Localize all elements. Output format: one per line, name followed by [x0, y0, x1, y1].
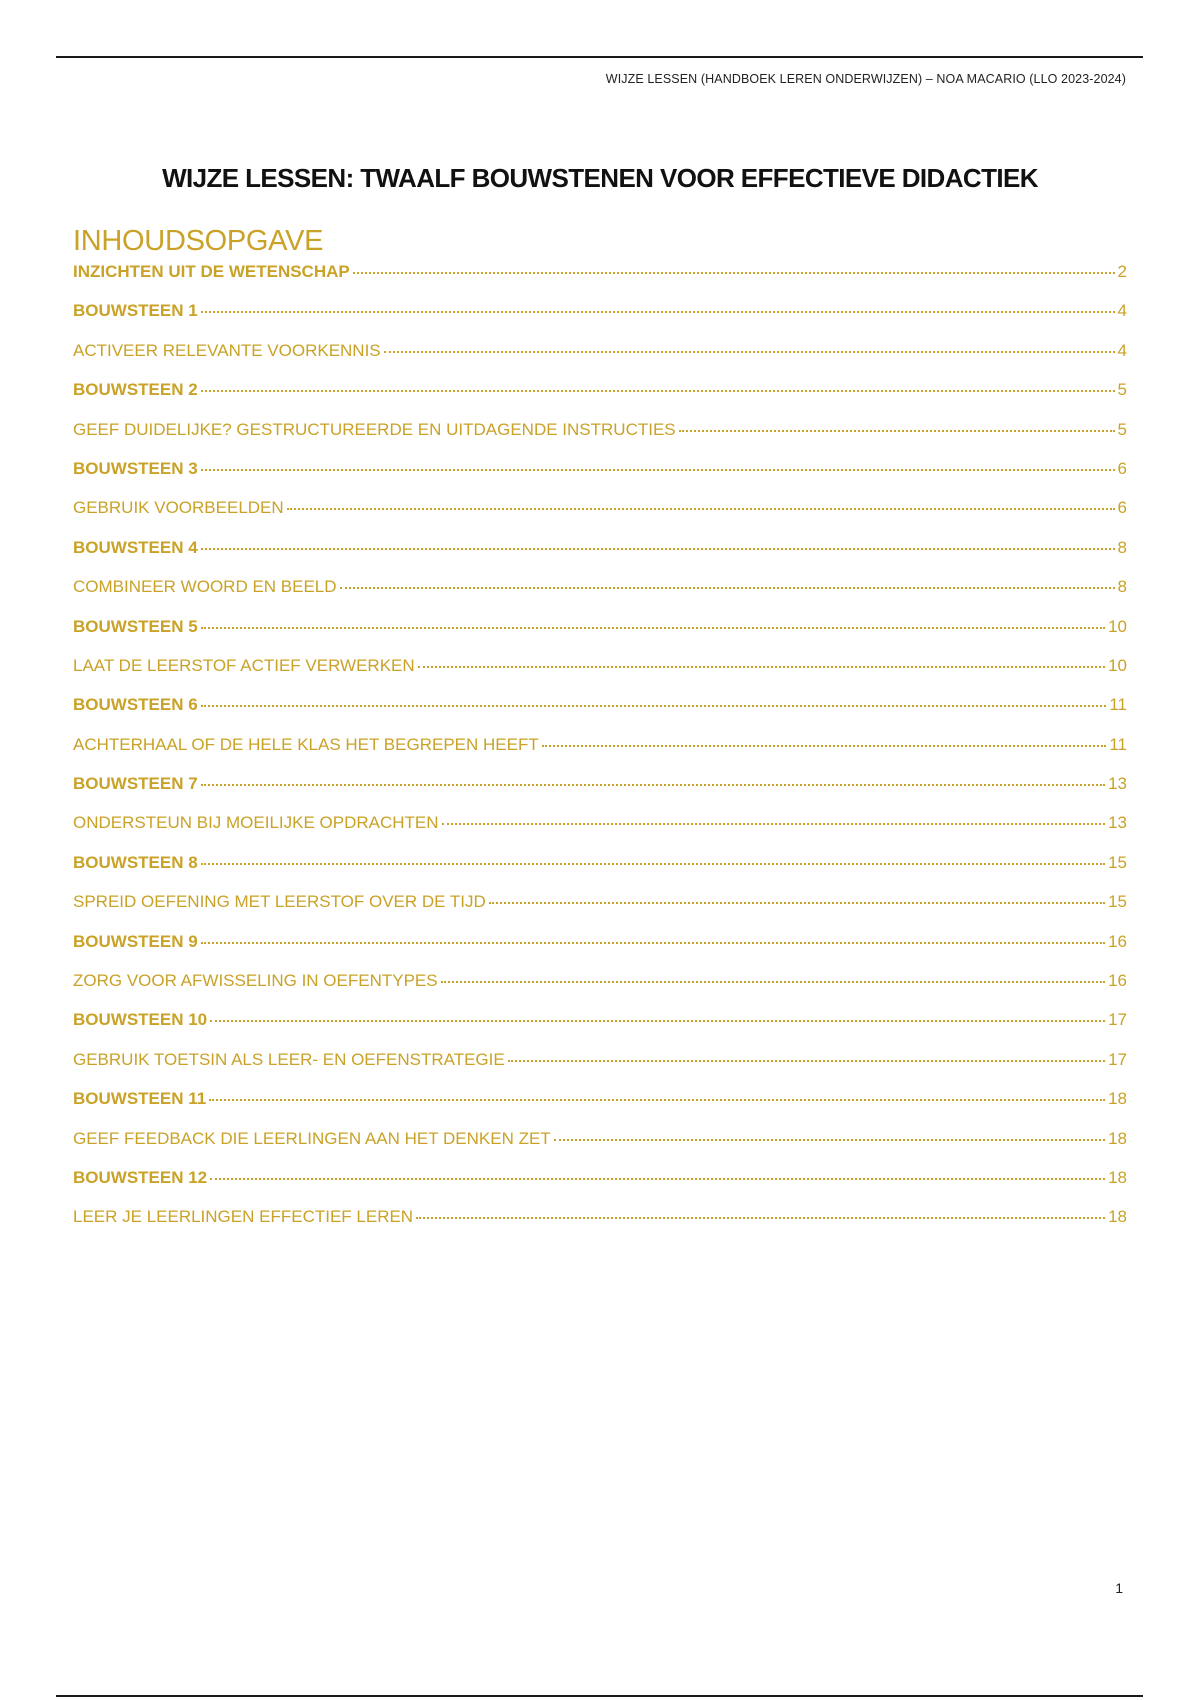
toc-dot-leader: [210, 1178, 1105, 1180]
toc-entry-page[interactable]: 13: [1108, 774, 1127, 794]
toc-entry[interactable]: [73, 695, 1127, 734]
toc-entry-page[interactable]: 6: [1117, 458, 1127, 478]
toc-entry-label[interactable]: SPREID OEFENING MET LEERSTOF OVER DE TIJD: [73, 892, 486, 912]
toc-entry-label[interactable]: GEEF FEEDBACK DIE LEERLINGEN AAN HET DENKEN ZET: [73, 1128, 551, 1148]
toc-entry-label[interactable]: ACTIVEER RELEVANTE VOORKENNIS: [73, 340, 381, 360]
toc-dot-leader: [201, 311, 1115, 313]
toc-dot-leader: [287, 508, 1115, 510]
toc-entry[interactable]: [73, 853, 1127, 892]
footer-rule: [56, 1695, 1143, 1697]
toc-entry[interactable]: [73, 1010, 1127, 1049]
toc-dot-leader: [489, 902, 1105, 904]
table-of-contents: [73, 262, 1127, 1247]
toc-entry-label[interactable]: ZORG VOOR AFWISSELING IN OEFENTYPES: [73, 971, 438, 991]
toc-entry-label[interactable]: ACHTERHAAL OF DE HELE KLAS HET BEGREPEN HEEFT: [73, 734, 539, 754]
toc-entry-page[interactable]: 18: [1108, 1089, 1127, 1109]
toc-entry-label[interactable]: ONDERSTEUN BIJ MOEILIJKE OPDRACHTEN: [73, 813, 439, 833]
toc-entry[interactable]: [73, 971, 1127, 1010]
toc-entry-page[interactable]: 10: [1108, 616, 1127, 636]
toc-entry[interactable]: [73, 735, 1127, 774]
toc-dot-leader: [442, 823, 1106, 825]
toc-entry-label[interactable]: BOUWSTEEN 3: [73, 458, 198, 478]
toc-entry-page[interactable]: 18: [1108, 1207, 1127, 1227]
page-number: 1: [1115, 1580, 1123, 1596]
toc-entry-page[interactable]: 13: [1108, 813, 1127, 833]
toc-entry-label[interactable]: BOUWSTEEN 1: [73, 301, 198, 321]
toc-entry-page[interactable]: 11: [1109, 734, 1127, 754]
toc-entry-page[interactable]: 15: [1108, 892, 1127, 912]
toc-entry-page[interactable]: 18: [1108, 1167, 1127, 1187]
toc-entry[interactable]: [73, 538, 1127, 577]
toc-entry-label[interactable]: GEBRUIK TOETSIN ALS LEER- EN OEFENSTRATEGIE: [73, 1049, 505, 1069]
toc-entry-label[interactable]: GEEF DUIDELIJKE? GESTRUCTUREERDE EN UITDAGENDE INSTRUCTIES: [73, 419, 676, 439]
toc-entry-label[interactable]: LEER JE LEERLINGEN EFFECTIEF LEREN: [73, 1207, 414, 1227]
toc-dot-leader: [508, 1060, 1105, 1062]
toc-entry[interactable]: [73, 262, 1127, 301]
toc-entry-page[interactable]: 2: [1117, 262, 1127, 281]
toc-entry[interactable]: [73, 656, 1127, 695]
toc-entry[interactable]: [73, 617, 1127, 656]
toc-entry-page[interactable]: 16: [1108, 931, 1127, 951]
header-rule: [56, 56, 1143, 58]
toc-entry-page[interactable]: 17: [1108, 1049, 1127, 1069]
toc-entry-label[interactable]: BOUWSTEEN 11: [73, 1089, 207, 1109]
toc-dot-leader: [679, 430, 1115, 432]
toc-entry[interactable]: [73, 1129, 1127, 1168]
running-header: WIJZE LESSEN (HANDBOEK LEREN ONDERWIJZEN) – NOA MACARIO (LLO 2023-2024): [605, 72, 1126, 86]
toc-entry-page[interactable]: 5: [1117, 419, 1127, 439]
document-title: WIJZE LESSEN: TWAALF BOUWSTENEN VOOR EFFECTIEVE DIDACTIEK: [162, 163, 1038, 193]
toc-dot-leader: [201, 863, 1105, 865]
toc-dot-leader: [340, 587, 1115, 589]
toc-entry[interactable]: [73, 1050, 1127, 1089]
toc-dot-leader: [542, 745, 1107, 747]
toc-dot-leader: [201, 627, 1105, 629]
toc-entry[interactable]: [73, 459, 1127, 498]
toc-entry[interactable]: [73, 380, 1127, 419]
toc-entry[interactable]: [73, 892, 1127, 931]
toc-entry[interactable]: [73, 774, 1127, 813]
toc-entry-label[interactable]: BOUWSTEEN 9: [73, 931, 198, 951]
toc-entry-label[interactable]: GEBRUIK VOORBEELDEN: [73, 498, 284, 518]
toc-entry-page[interactable]: 10: [1108, 655, 1127, 675]
toc-entry[interactable]: [73, 1089, 1127, 1128]
toc-dot-leader: [201, 705, 1107, 707]
toc-dot-leader: [384, 351, 1115, 353]
toc-entry-page[interactable]: 17: [1108, 1010, 1127, 1030]
toc-entry-label[interactable]: BOUWSTEEN 12: [73, 1167, 208, 1187]
toc-dot-leader: [201, 469, 1115, 471]
toc-dot-leader: [201, 942, 1105, 944]
toc-dot-leader: [353, 272, 1115, 274]
toc-heading: INHOUDSOPGAVE: [73, 225, 324, 257]
toc-entry-page[interactable]: 18: [1108, 1128, 1127, 1148]
toc-entry-label[interactable]: BOUWSTEEN 10: [73, 1010, 208, 1030]
toc-entry-page[interactable]: 4: [1117, 301, 1127, 321]
toc-dot-leader: [201, 784, 1105, 786]
toc-dot-leader: [201, 548, 1115, 550]
toc-entry[interactable]: [73, 932, 1127, 971]
toc-dot-leader: [554, 1139, 1105, 1141]
toc-entry-page[interactable]: 11: [1109, 695, 1127, 715]
toc-entry[interactable]: [73, 813, 1127, 852]
toc-entry-page[interactable]: 8: [1117, 537, 1127, 557]
toc-entry-label[interactable]: INZICHTEN UIT DE WETENSCHAP: [73, 262, 350, 281]
toc-entry-label[interactable]: BOUWSTEEN 8: [73, 852, 198, 872]
toc-dot-leader: [209, 1099, 1105, 1101]
toc-entry-label[interactable]: LAAT DE LEERSTOF ACTIEF VERWERKEN: [73, 655, 415, 675]
toc-entry[interactable]: [73, 1207, 1127, 1246]
toc-dot-leader: [418, 666, 1105, 668]
toc-entry-label[interactable]: BOUWSTEEN 5: [73, 616, 198, 636]
toc-entry[interactable]: [73, 420, 1127, 459]
toc-entry-page[interactable]: 16: [1108, 971, 1127, 991]
toc-entry-page[interactable]: 4: [1117, 340, 1127, 360]
toc-entry-page[interactable]: 6: [1117, 498, 1127, 518]
toc-entry-page[interactable]: 8: [1117, 577, 1127, 597]
toc-entry-label[interactable]: COMBINEER WOORD EN BEELD: [73, 577, 337, 597]
toc-dot-leader: [210, 1020, 1105, 1022]
toc-entry-label[interactable]: BOUWSTEEN 4: [73, 537, 198, 557]
toc-entry-page[interactable]: 5: [1117, 380, 1127, 400]
toc-entry-label[interactable]: BOUWSTEEN 6: [73, 695, 198, 715]
toc-dot-leader: [441, 981, 1105, 983]
toc-entry[interactable]: [73, 498, 1127, 537]
toc-entry-label[interactable]: BOUWSTEEN 2: [73, 380, 198, 400]
toc-entry[interactable]: [73, 301, 1127, 340]
toc-entry-page[interactable]: 15: [1108, 852, 1127, 872]
toc-entry[interactable]: [73, 1168, 1127, 1207]
toc-entry[interactable]: [73, 341, 1127, 380]
toc-entry-label[interactable]: BOUWSTEEN 7: [73, 774, 198, 794]
toc-entry[interactable]: [73, 577, 1127, 616]
toc-dot-leader: [201, 390, 1115, 392]
toc-dot-leader: [416, 1217, 1105, 1219]
